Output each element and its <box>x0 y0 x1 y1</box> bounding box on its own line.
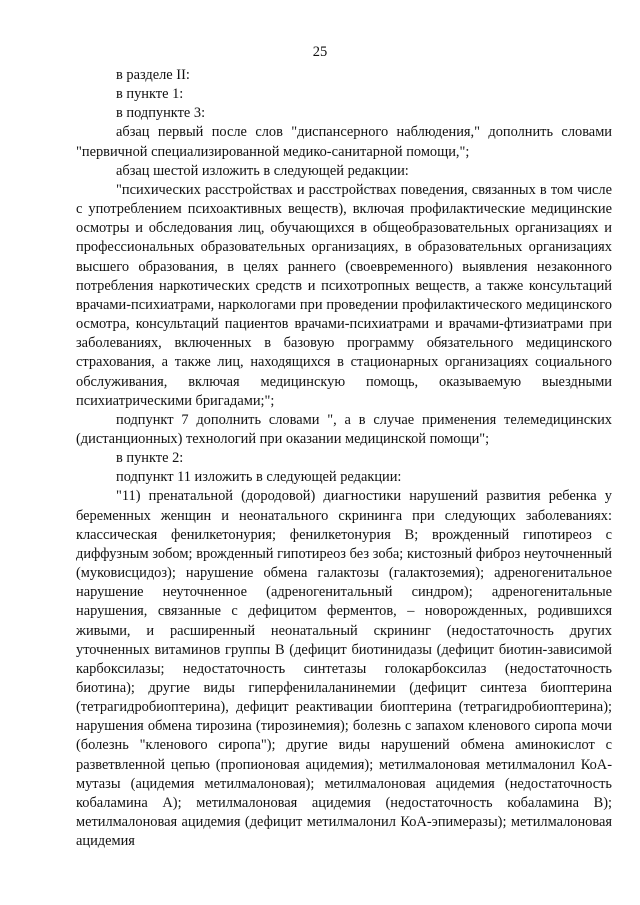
paragraph-point-2: в пункте 2: <box>116 450 184 467</box>
paragraph-quoted-mental-disorders: "психических расстройствах и расстройствах поведения, связанных в том числе с употреблением психоактивных веществ), включая профилактические медицинские осмотры и обследования лиц, обучающихся в общеобразовательных организациях и профессиональных образовательных организациях, в образовательных организациях высшего образования, в целях раннего (своевременного) выявления незаконного потребления наркотических средств и психотропных веществ, а также консультаций врачами-психиатрами, наркологами при проведении профилактического медицинского осмотра, консультаций пациентов врачами-психиатрами и врачами-фтизиатрами при заболеваниях, включенных в базовую программу обязательного медицинского страхования, а также лиц, находящихся в стационарных организациях социального обслуживания, включая медицинскую помощь, оказываемую выездными психиатрическими бригадами;"; <box>76 181 612 409</box>
paragraph-section-2: в разделе II: <box>116 67 190 83</box>
document-body <box>76 66 612 851</box>
paragraph-amend-sixth: абзац шестой изложить в следующей редакции: <box>116 162 409 179</box>
paragraph-point-1: в пункте 1: <box>116 86 184 103</box>
paragraph-subpoint-7: подпункт 7 дополнить словами ", а в случае применения телемедицинских (дистанционных) технологий при оказании медицинской помощи"; <box>76 411 612 447</box>
paragraph-quoted-screening: "11) пренатальной (дородовой) диагностики нарушений развития ребенка у беременных женщин и неонатального скрининга при следующих заболеваниях: классическая фенилкетонурия; фенилкетонурия B; врожденный гипотиреоз с диффузным зобом; врожденный гипотиреоз без зоба; кистозный фиброз неуточненный (муковисцидоз); нарушение обмена галактозы (галактоземия); адреногенитальное нарушение неуточненное (адреногенитальный синдром); адреногенитальные нарушения, связанные с дефицитом ферментов, – новорожденных, родившихся живыми, и расширенный неонатальный скрининг (недостаточность других уточненных витаминов группы B (дефицит биотинидазы (дефицит биотин-зависимой карбоксилазы; недостаточность синтетазы голокарбоксилаз (недостаточность биотина); другие виды гиперфенилаланинемии (дефицит синтеза биоптерина (тетрагидробиоптерина), дефицит реактивации биоптерина (тетрагидробиоптерина); нарушения обмена тирозина (тирозинемия); болезнь с запахом кленового сиропа мочи (болезнь "кленового сиропа"); другие виды нарушений обмена аминокислот с разветвленной цепью (пропионовая ацидемия); метилмалоновая метилмалонил КоА-мутазы (ацидемия метилмалоновая); метилмалоновая ацидемия (недостаточность кобаламина A); метилмалоновая ацидемия (недостаточность кобаламина B); метилмалоновая ацидемия (дефицит метилмалонил КоА-эпимеразы); метилмалоновая ацидемия <box>76 488 612 850</box>
paragraph-amend-first: абзац первый после слов "диспансерного наблюдения," дополнить словами "первичной специализированной медико-санитарной помощи,"; <box>76 124 612 160</box>
paragraph-subpoint-11: подпункт 11 изложить в следующей редакции: <box>116 469 402 486</box>
page-number: 25 <box>312 44 328 60</box>
paragraph-subpoint-3: в подпункте 3: <box>116 105 206 122</box>
